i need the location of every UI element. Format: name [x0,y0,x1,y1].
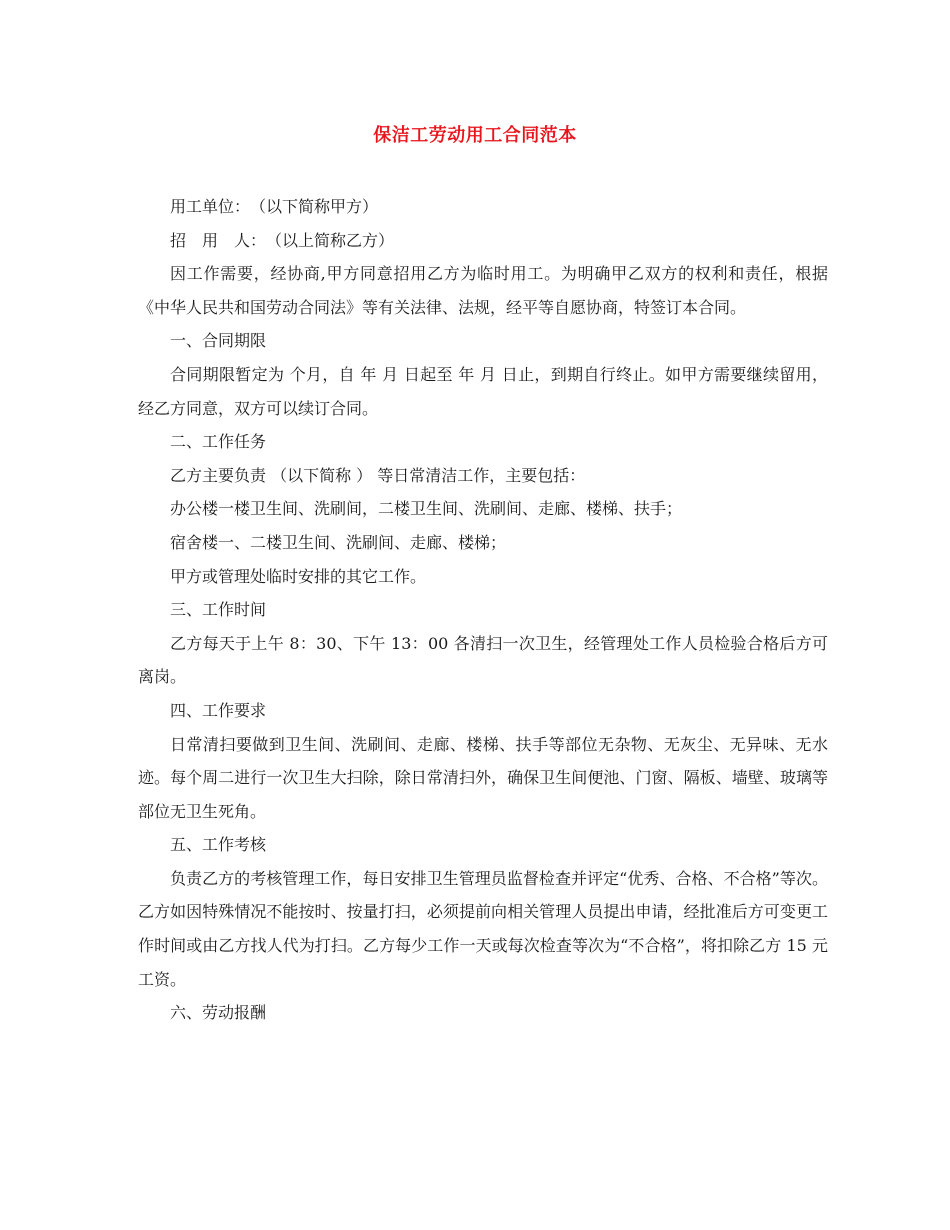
paragraph-assessment: 负责乙方的考核管理工作，每日安排卫生管理员监督检查并评定“优秀、合格、不合格”等次。乙方如因特殊情况不能按时、按量打扫，必须提前向相关管理人员提出申请，经批准后方可变更工作时间或由乙方找人代为打扫。乙方每少工作一天或每次检查等次为“不合格”，将扣除乙方 15 元工资。 [138,868,828,989]
paragraph-requirements: 日常清扫要做到卫生间、洗刷间、走廊、楼梯、扶手等部位无杂物、无灰尘、无异味、无水迹。每个周二进行一次卫生大扫除，除日常清扫外，确保卫生间便池、门窗、隔板、墙壁、玻璃等部位无卫生死角。 [138,734,828,821]
section-heading-assessment: 五、工作考核 [170,835,267,855]
paragraph-employer: 用工单位： （以下简称甲方） [170,197,379,216]
paragraph-task-dorm: 宿舍楼一、二楼卫生间、洗刷间、走廊、楼梯； [170,532,507,552]
document-title: 保洁工劳动用工合同范本 [373,125,577,146]
section-heading-requirements: 四、工作要求 [170,700,267,720]
paragraph-hours: 乙方每天于上午 8：30、下午 13：00 各清扫一次卫生，经管理处工作人员检验合格后方可离岗。 [138,633,828,687]
paragraph-term: 合同期限暂定为 个月，自 年 月 日起至 年 月 日止，到期自行终止。如甲方需要继续留用，经乙方同意，双方可以续订合同。 [138,364,828,418]
paragraph-task-office: 办公楼一楼卫生间、洗刷间，二楼卫生间、洗刷间、走廊、楼梯、扶手； [170,499,683,519]
section-heading-remuneration: 六、劳动报酬 [170,1003,267,1023]
paragraph-preamble: 因工作需要，经协商,甲方同意招用乙方为临时用工。为明确甲乙双方的权利和责任，根据《中华人民共和国劳动合同法》等有关法律、法规，经平等自愿协商，特签订本合同。 [138,264,828,317]
section-heading-hours: 三、工作时间 [170,600,267,620]
section-heading-tasks: 二、工作任务 [170,432,267,452]
document-body [138,190,828,1030]
paragraph-task-other: 甲方或管理处临时安排的其它工作。 [170,566,427,586]
paragraph-employee: 招 用 人： （以上简称乙方） [170,230,395,250]
section-heading-term: 一、合同期限 [170,331,267,351]
paragraph-tasks-intro: 乙方主要负责 （以下简称 ） 等日常清洁工作，主要包括： [170,465,586,485]
